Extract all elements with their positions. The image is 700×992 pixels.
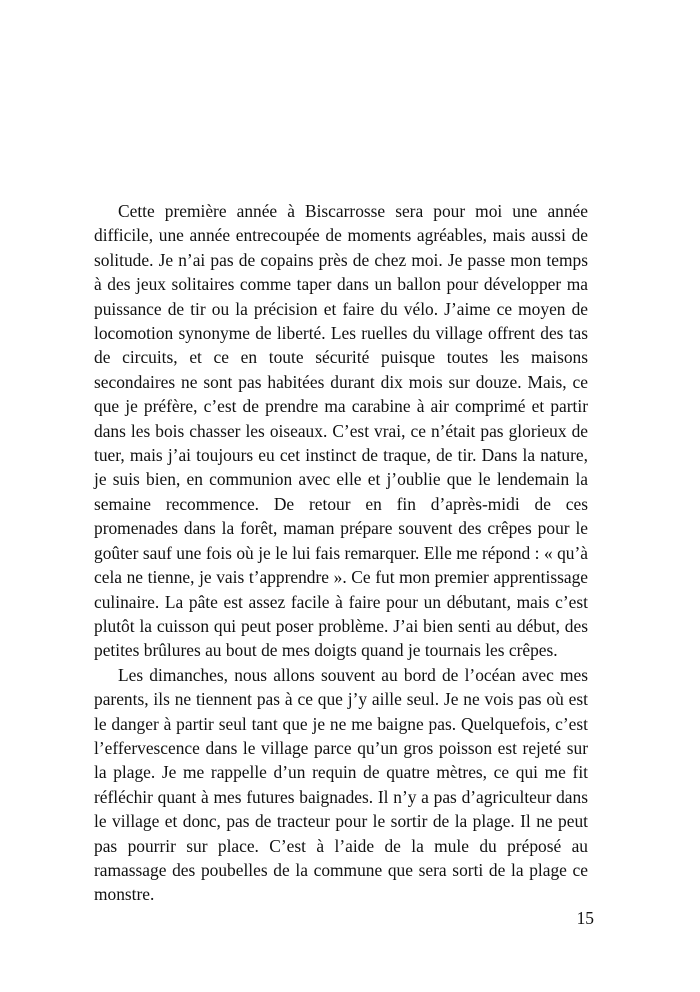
paragraph xyxy=(94,199,588,663)
text-line: petites brûlures au bout de mes doigts quand je tournais les crêpes. xyxy=(94,640,558,661)
text-line: difficile, une année entrecoupée de moments agréables, mais aussi de xyxy=(94,225,588,246)
text-line: dans les bois chasser les oiseaux. C’est vrai, ce n’était pas glorieux de xyxy=(94,420,588,441)
text-line: locomotion synonyme de liberté. Les ruelles du village offrent des tas xyxy=(94,323,588,344)
text-line: puissance de tir ou la précision et faire du vélo. J’aime ce moyen de xyxy=(94,298,588,319)
text-line: la plage. Je me rappelle d’un requin de quatre mètres, ce qui me fit xyxy=(94,762,588,783)
text-line: secondaires ne sont pas habitées durant dix mois sur douze. Mais, ce xyxy=(94,371,588,392)
text-line: Cette première année à Biscarrosse sera pour moi une année xyxy=(118,201,588,221)
text-line: le danger à partir seul tant que je ne me baigne pas. Quelquefois, c’est xyxy=(94,713,588,734)
text-line: tuer, mais j’ai toujours eu cet instinct de traque, de tir. Dans la nature, xyxy=(94,445,588,466)
text-line: parents, ils ne tiennent pas à ce que j’y aille seul. Je ne vois pas où est xyxy=(94,689,588,710)
text-line: goûter sauf une fois où je le lui fais remarquer. Elle me répond : « qu’à xyxy=(94,542,588,563)
text-line: réfléchir quant à mes futures baignades. Il n’y a pas d’agriculteur dans xyxy=(94,786,588,807)
text-line: l’effervescence dans le village parce qu’un gros poisson est rejeté sur xyxy=(94,737,588,758)
text-line: le village et donc, pas de tracteur pour le sortir de la plage. Il ne peut xyxy=(94,811,588,832)
text-line: monstre. xyxy=(94,884,155,905)
paragraph xyxy=(94,663,588,907)
text-line: culinaire. La pâte est assez facile à faire pour un débutant, mais c’est xyxy=(94,591,588,612)
text-line: Les dimanches, nous allons souvent au bord de l’océan avec mes xyxy=(118,664,588,685)
text-line: de circuits, et ce en toute sécurité puisque toutes les maisons xyxy=(94,347,588,368)
text-line: pas pourrir sur place. C’est à l’aide de la mule du préposé au xyxy=(94,835,588,856)
page-number: 15 xyxy=(576,908,594,928)
text-line: plutôt la cuisson qui peut poser problème. J’ai bien senti au début, des xyxy=(94,615,588,636)
text-line: que je préfère, c’est de prendre ma carabine à air comprimé et partir xyxy=(94,396,588,417)
text-line: à des jeux solitaires comme taper dans un ballon pour développer ma xyxy=(94,274,588,295)
text-line: ramassage des poubelles de la commune que sera sorti de la plage ce xyxy=(94,859,588,880)
text-line: solitude. Je n’ai pas de copains près de chez moi. Je passe mon temps xyxy=(94,249,588,270)
text-line: semaine recommence. De retour en fin d’après-midi de ces xyxy=(94,493,588,514)
text-line: cela ne tienne, je vais t’apprendre ». Ce fut mon premier apprentissage xyxy=(94,567,588,588)
text-line: promenades dans la forêt, maman prépare souvent des crêpes pour le xyxy=(94,518,588,539)
body-text xyxy=(94,199,588,907)
text-line: je suis bien, en communion avec elle et j’oublie que le lendemain la xyxy=(94,469,588,490)
